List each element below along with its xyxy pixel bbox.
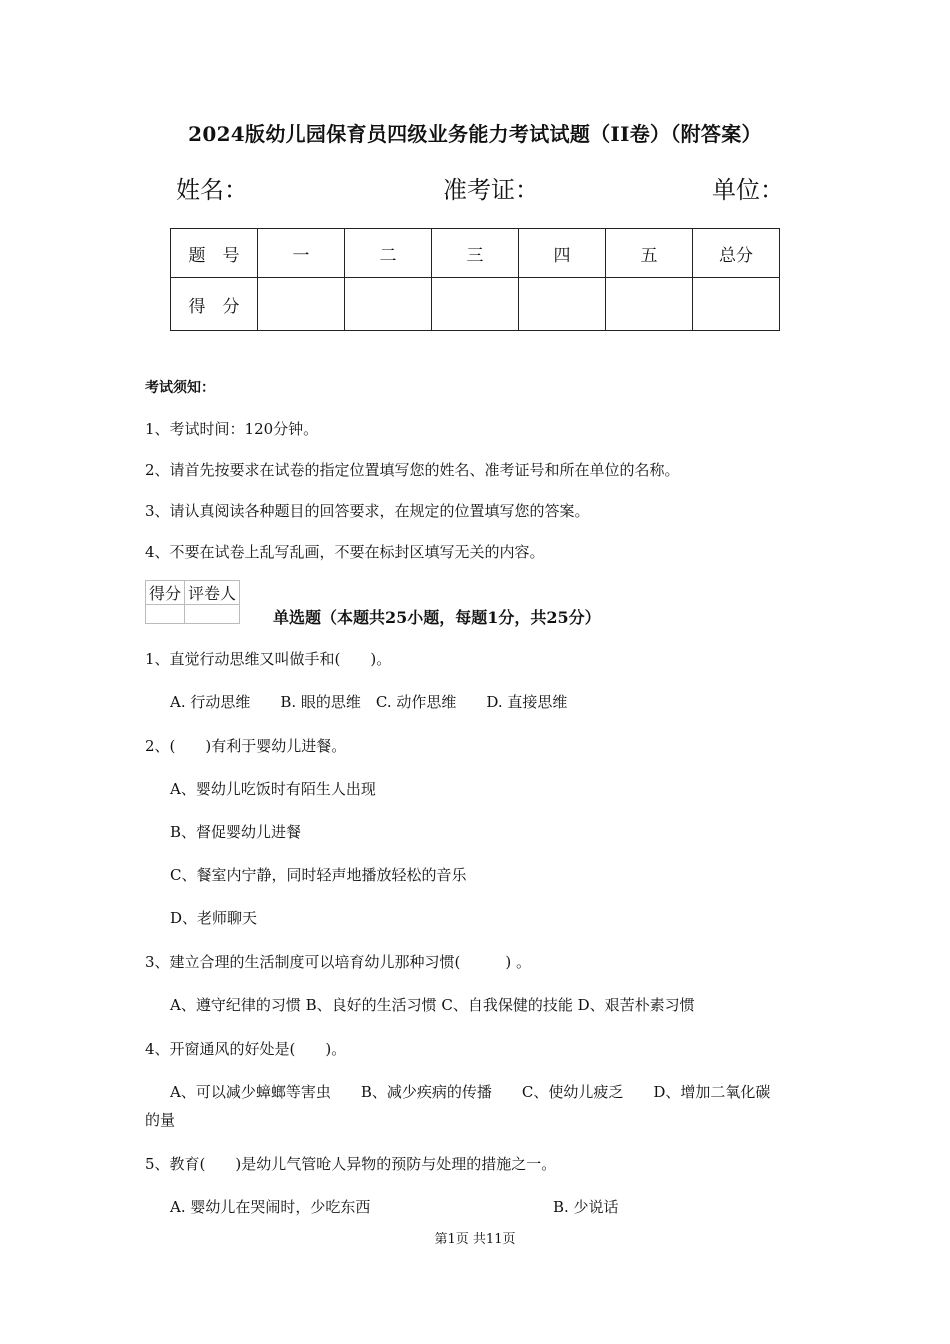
question-1-stem: 1、直觉行动思维又叫做手和( )。 <box>145 650 392 668</box>
score-table-header-row <box>171 229 780 278</box>
question-2-option-b: B、督促婴幼儿进餐 <box>170 823 302 841</box>
name-field-label: 姓名： <box>176 176 248 204</box>
question-2-option-c: C、餐室内宁静，同时轻声地播放轻松的音乐 <box>170 866 467 884</box>
score-table <box>170 228 780 331</box>
notes-heading: 考试须知： <box>145 380 215 396</box>
score-table-score-row <box>171 278 780 331</box>
unit-field-label: 单位： <box>712 176 784 204</box>
question-2-option-a: A、婴幼儿吃饭时有陌生人出现 <box>170 780 376 798</box>
score-table-header-cell: 一 <box>258 229 345 278</box>
note-item: 4、不要在试卷上乱写乱画，不要在标封区填写无关的内容。 <box>145 543 545 561</box>
question-2-stem: 2、( )有利于婴幼儿进餐。 <box>145 737 347 755</box>
note-item: 2、请首先按要求在试卷的指定位置填写您的姓名、准考证号和所在单位的名称。 <box>145 461 680 479</box>
exam-id-field-label: 准考证： <box>443 176 539 204</box>
question-2-option-d: D、老师聊天 <box>170 909 258 927</box>
score-cell <box>519 278 606 331</box>
page-footer: 第1页 共11页 <box>434 1232 516 1247</box>
section-heading: 单选题（本题共25小题，每题1分，共25分） <box>273 608 601 627</box>
score-row-label: 得 分 <box>171 278 258 331</box>
question-4-options: A、可以减少蟑螂等害虫 B、减少疾病的传播 C、使幼儿疲乏 D、增加二氧化碳 <box>170 1083 771 1101</box>
question-1-options: A. 行动思维 B. 眼的思维 C. 动作思维 D. 直接思维 <box>170 693 568 711</box>
note-item: 1、考试时间：120分钟。 <box>145 420 319 438</box>
score-table-header-cell: 总分 <box>693 229 780 278</box>
score-cell <box>345 278 432 331</box>
question-4-stem: 4、开窗通风的好处是( )。 <box>145 1040 347 1058</box>
grader-blank-row <box>146 605 240 624</box>
score-table-header-cell: 四 <box>519 229 606 278</box>
grader-reviewer-label: 评卷人 <box>185 581 240 605</box>
note-item: 3、请认真阅读各种题目的回答要求，在规定的位置填写您的答案。 <box>145 502 590 520</box>
score-cell <box>432 278 519 331</box>
grader-reviewer-cell <box>185 605 240 624</box>
score-table-header-cell: 五 <box>606 229 693 278</box>
question-5-option-b: B. 少说话 <box>553 1198 619 1216</box>
score-table-header-cell: 题 号 <box>171 229 258 278</box>
question-3-options: A、遵守纪律的习惯 B、良好的生活习惯 C、自我保健的技能 D、艰苦朴素习惯 <box>170 996 695 1014</box>
score-cell <box>693 278 780 331</box>
question-5-stem: 5、教育( )是幼儿气管呛人异物的预防与处理的措施之一。 <box>145 1155 557 1173</box>
grader-score-cell <box>146 605 185 624</box>
grader-box <box>145 580 240 624</box>
score-table-header-cell: 二 <box>345 229 432 278</box>
question-3-stem: 3、建立合理的生活制度可以培育幼儿那种习惯( ) 。 <box>145 953 532 971</box>
exam-title: 2024版幼儿园保育员四级业务能力考试试题（II卷）（附答案） <box>188 122 762 146</box>
question-5-option-a: A. 婴幼儿在哭闹时，少吃东西 <box>170 1198 371 1216</box>
score-cell <box>258 278 345 331</box>
grader-score-label: 得分 <box>146 581 185 605</box>
grader-header-row <box>146 581 240 605</box>
question-4-options-wrap: 的量 <box>145 1111 176 1129</box>
score-cell <box>606 278 693 331</box>
score-table-header-cell: 三 <box>432 229 519 278</box>
